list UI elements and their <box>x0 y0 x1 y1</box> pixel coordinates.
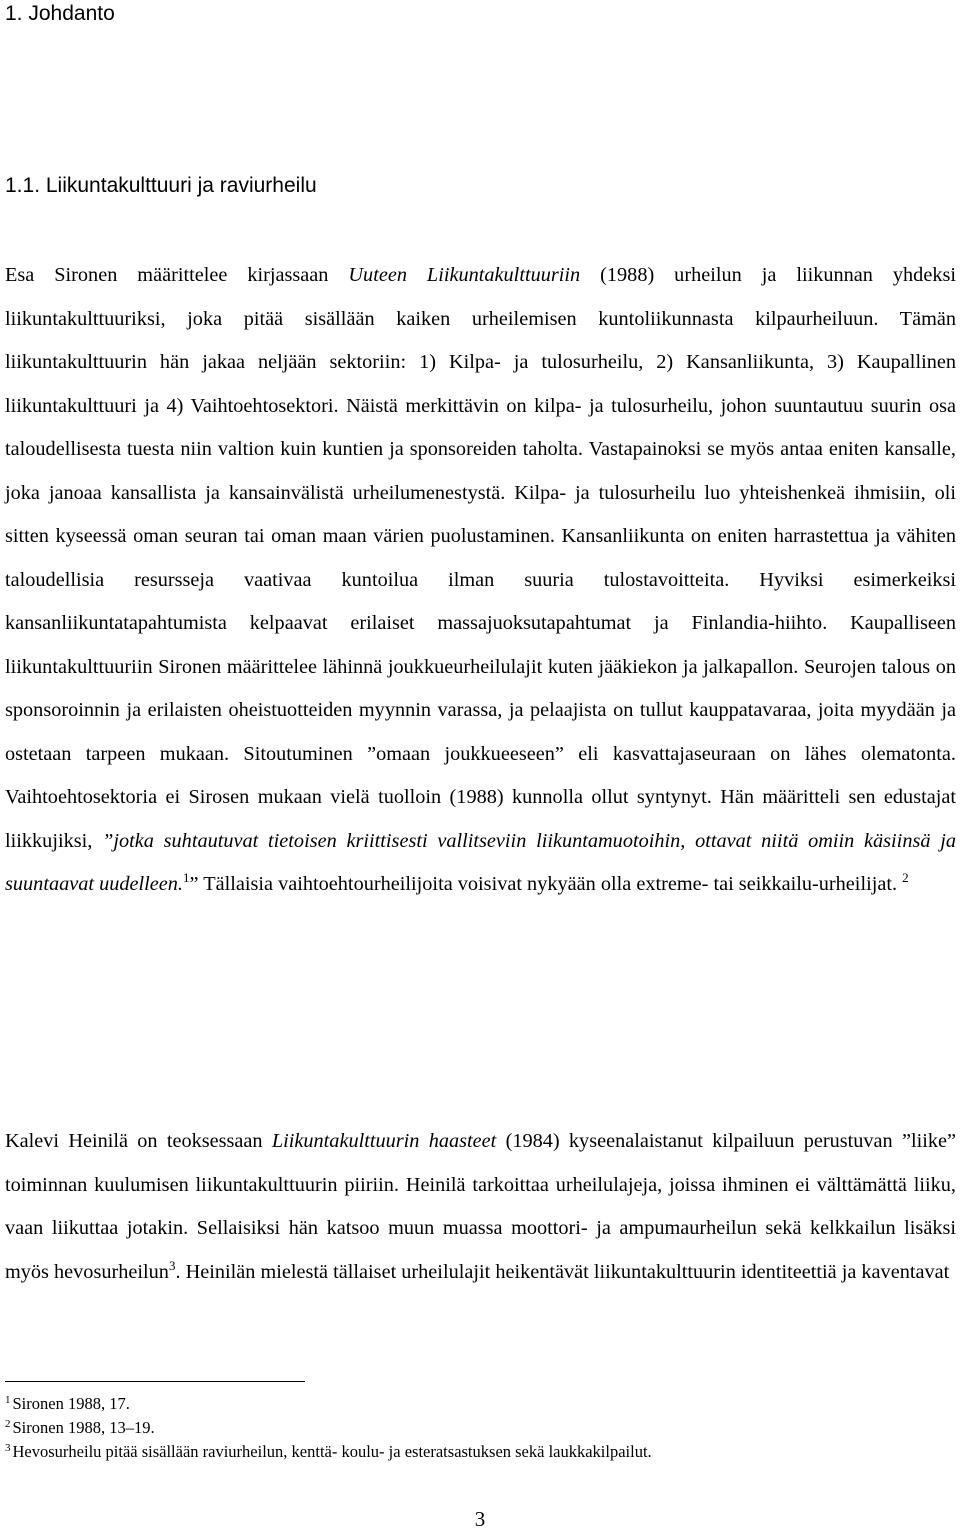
footnote <box>5 1440 955 1464</box>
paragraph-text: Esa Sironen määrittelee kirjassaan <box>5 264 349 286</box>
footnote-text: Sironen 1988, 13–19. <box>12 1418 155 1437</box>
footnote-number: 3 <box>5 1442 11 1454</box>
footnote-number: 1 <box>5 1394 11 1406</box>
footnotes <box>5 1392 955 1464</box>
paragraph-text: (1984) kyseenalaistanut kilpailuun perustuvan ”liike” toiminnan kuulumisen liikuntakulttuurin piiriin. Heinilä tarkoittaa urheilulajeja, joissa ihminen ei välttämättä liiku, vaan liikuttaa jotakin. Sellaisiksi hän katsoo muun muassa moottori- ja ampumaurheilun sekä kelkkailun lisäksi myös hevosurheilun <box>5 1130 957 1283</box>
body-paragraph-2 <box>5 1120 956 1294</box>
page-number: 3 <box>474 1507 486 1531</box>
footnote-ref-2: 2 <box>902 870 909 885</box>
footnote-divider <box>5 1381 305 1382</box>
footnote-text: Hevosurheilu pitää sisällään raviurheilun, kenttä- koulu- ja esteratsastuksen sekä laukkakilpailut. <box>12 1442 652 1461</box>
chapter-heading: 1. Johdanto <box>5 2 115 25</box>
body-paragraph-1 <box>5 254 956 907</box>
paragraph-text: Kalevi Heinilä on teoksessaan <box>5 1130 272 1152</box>
section-heading: 1.1. Liikuntakulttuuri ja raviurheilu <box>5 174 317 197</box>
paragraph-text: . Heinilän mielestä tällaiset urheilulajit heikentävät liikuntakulttuurin identiteettiä ja kaventavat <box>175 1260 950 1283</box>
footnote <box>5 1392 955 1416</box>
paragraph-text: ” Tällaisia vaihtoehtourheilijoita voisivat nykyään olla extreme- tai seikkailu-urheilijat. <box>189 873 903 895</box>
footnote <box>5 1416 955 1440</box>
footnote-text: Sironen 1988, 17. <box>12 1394 130 1413</box>
book-title: Uuteen Liikuntakulttuuriin <box>348 264 581 286</box>
quotation: ”jotka suhtautuvat tietoisen kriittisesti vallitseviin liikuntamuotoihin, ottavat niitä omiin käsiinsä ja suuntaavat uudelleen. <box>5 829 956 895</box>
paragraph-text: (1988) urheilun ja liikunnan yhdeksi liikuntakulttuuriksi, joka pitää sisällään kaiken urheilemisen kuntoliikunnasta kilpaurheiluun. Tämän liikuntakulttuurin hän jakaa neljään sektoriin: 1) Kilpa- ja tulosurheilu, 2) Kansanliikunta, 3) Kaupallinen liikuntakulttuuri ja 4) Vaihtoehtosektori. Näistä merkittävin on kilpa- ja tulosurheilu, johon suuntautuu suurin osa taloudellisesta tuesta niin valtion kuin kuntien ja sponsoreiden taholta. Vastapainoksi se myös antaa eniten kansalle, joka janoaa kansallista ja kansainvälistä urheilumenestystä. Kilpa- ja tulosurheilu luo yhteishenkeä ihmisiin, oli sitten kyseessä oman seuran tai oman maan värien puolustaminen. Kansanliikunta on eniten harrastettua ja vähiten taloudellisia resursseja vaativaa kuntoilua ilman suuria tulostavoitteita. Hyviksi esimerkeiksi kansanliikuntatapahtumista kelpaavat erilaiset massajuoksutapahtumat ja Finlandia-hiihto. Kaupalliseen liikuntakulttuuriin Sironen määrittelee lähinnä joukkueurheilulajit kuten jääkiekon ja jalkapallon. Seurojen talous on sponsoroinnin ja erilaisten oheistuotteiden myynnin varassa, ja pelaajista on tullut kauppatavaraa, joita myydään ja ostetaan tarpeen mukaan. Sitoutuminen ”omaan joukkueeseen” eli kasvattajaseuraan on lähes olematonta. Vaihtoehtosektoria ei Sirosen mukaan vielä tuolloin (1988) kunnolla ollut syntynyt. Hän määritteli sen edustajat liikkujiksi, <box>5 264 956 852</box>
book-title: Liikuntakulttuurin haasteet <box>271 1130 497 1152</box>
footnote-number: 2 <box>5 1418 11 1430</box>
footnote-ref-1: 1 <box>183 870 190 885</box>
footnote-ref-3: 3 <box>168 1257 176 1273</box>
